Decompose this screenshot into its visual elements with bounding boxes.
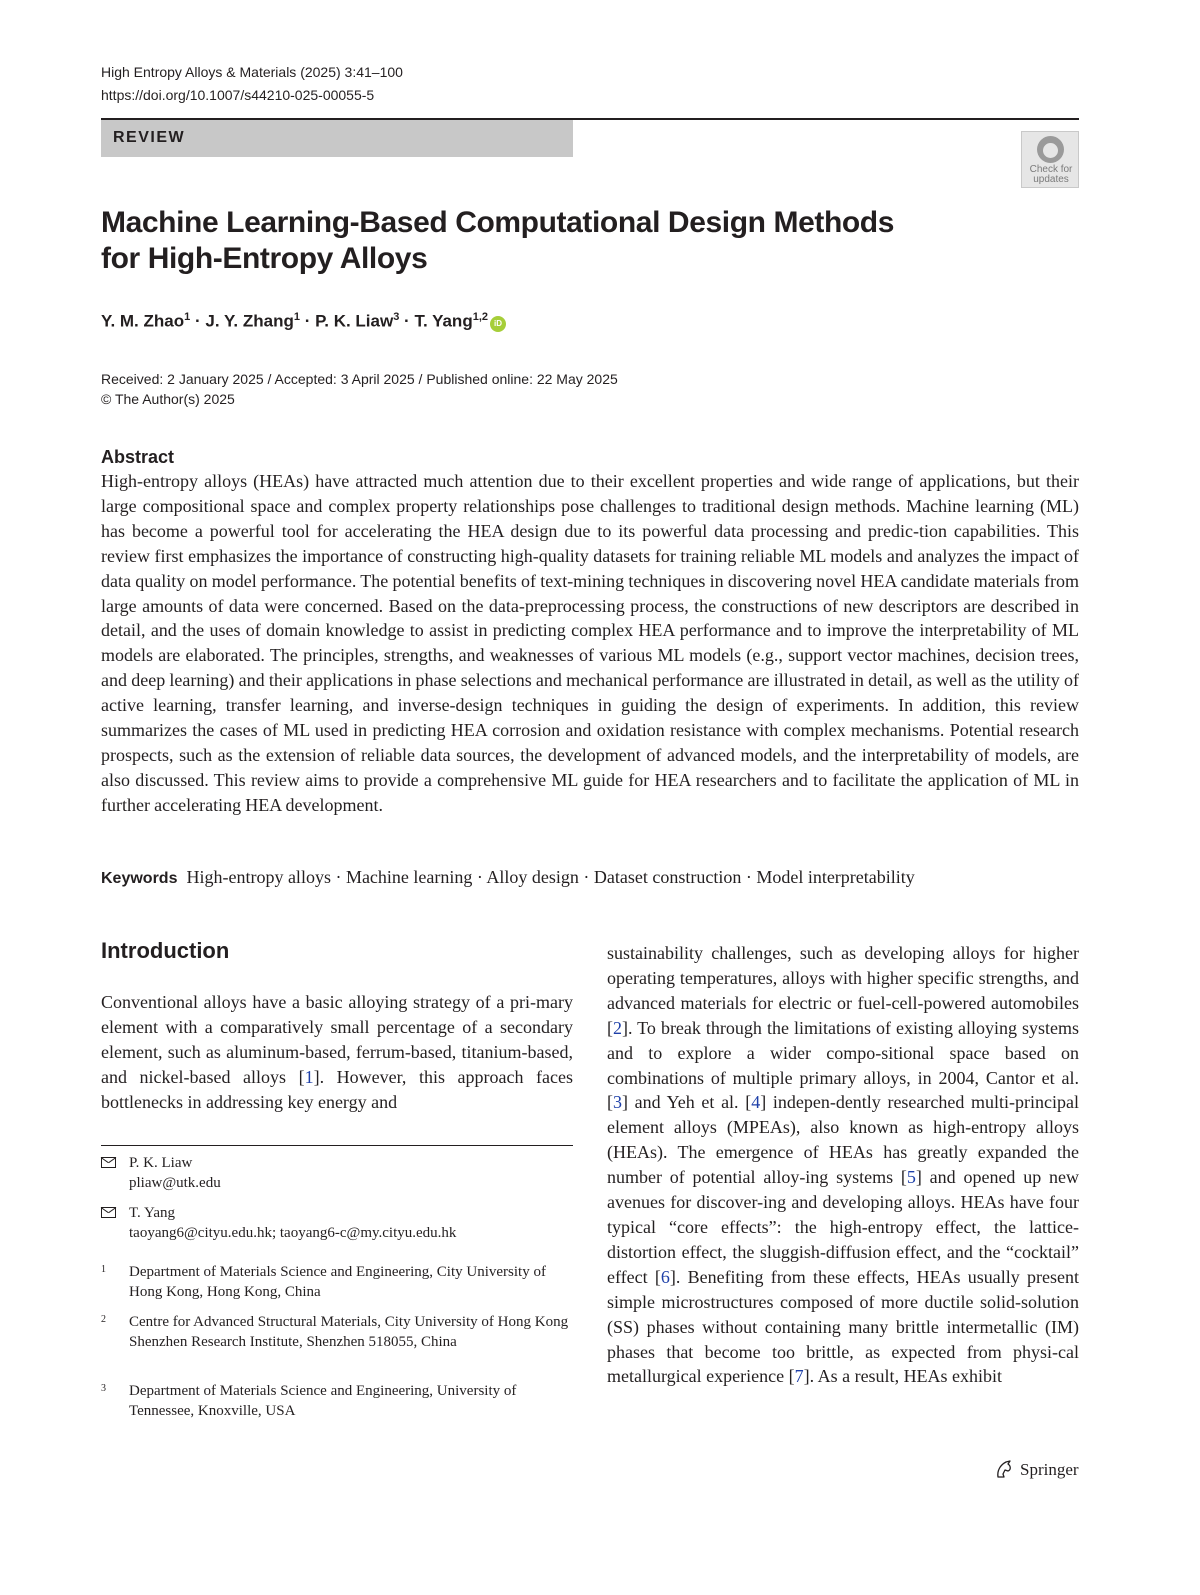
body-text: ]. Benefiting from these effects, HEAs usually present simple microstructures composed of more ductile solid-solution (SS) phases without containing many brittle intermetallic (IM) phases that become too brittle, as expected from physi-cal metallurgical experience [ (607, 1266, 1079, 1387)
body-text: ] and opened up new avenues for discover-ing and developing alloys. HEAs have four typical “core effects”: the high-entropy effect, the lattice-distortion effect, the sluggish-diffusion effect, and the “cocktail” effect [ (607, 1167, 1079, 1287)
author-affiliation-mark: 1,2 (472, 311, 488, 323)
affiliation-number: 3 (101, 1383, 106, 1394)
publisher-logo (994, 1459, 1079, 1480)
author-name: Y. M. Zhao (101, 311, 185, 331)
body-text: ]. However, this approach faces bottlenecks in addressing key energy and (101, 1066, 574, 1112)
corresponding-author-contact (101, 1154, 573, 1193)
footnote-rule (101, 1145, 573, 1146)
check-for-updates-text (1022, 165, 1080, 185)
badge-line-1: Check for (1029, 164, 1073, 175)
author-affiliation-mark: 3 (393, 311, 400, 323)
keywords-label: Keywords (101, 870, 178, 887)
citation-link[interactable]: 7 (794, 1366, 804, 1387)
paper-title (101, 205, 1001, 277)
check-for-updates-badge[interactable] (1021, 131, 1079, 188)
affiliation-text: Centre for Advanced Structural Materials, City University of Hong Kong Shenzhen Research Institute, Shenzhen 518055, China (129, 1314, 569, 1350)
article-type-label: REVIEW (113, 129, 186, 146)
contact-name: P. K. Liaw (129, 1155, 193, 1171)
author-separator: · (299, 311, 316, 331)
publication-dates: Received: 2 January 2025 / Accepted: 3 April 2025 / Published online: 22 May 2025 (101, 371, 618, 387)
contact-name: T. Yang (129, 1205, 175, 1221)
keywords (101, 867, 915, 888)
author-separator: · (399, 311, 415, 331)
body-text: ] indepen-dently researched multi-principal element alloys (MPEAs), also known as high-entropy alloys (HEAs). The emergence of HEAs has greatly expanded the number of potential alloy-ing systems [ (607, 1092, 1080, 1188)
abstract-text: High-entropy alloys (HEAs) have attracted much attention due to their excellent properties and wide range of applications, but their large compositional space and complex property relationships pose challenges to traditional design methods. Machine learning (ML) has become a powerful tool for accelerating the HEA design due to its powerful data processing and predic-tion capabilities. This review first emphasizes the importance of constructing high-quality datasets for training reliable ML models and analyzes the impact of data quality on model performance. The potential benefits of text-mining techniques in discovering novel HEA candidate materials from large amounts of data were concerned. Based on the data-preprocessing process, the constructions of new descriptors are described in detail, and the uses of domain knowledge to assist in predicting complex HEA performance and to improve the interpretability of ML models are elaborated. The principles, strengths, and weaknesses of various ML models (e.g., support vector machines, decision trees, and deep learning) and their applications in phase selections and mechanical performance are illustrated in detail, as well as the utility of active learning, transfer learning, and inverse-design techniques in guiding the design of experiments. In addition, this review summarizes the cases of ML used in predicting HEA corrosion and oxidation resistance with complex mechanisms. Potential research prospects, such as the extension of reliable data sources, the development of advanced models, and the interpretability of models, are also discussed. This review aims to provide a comprehensive ML guide for HEA researchers and to facilitate the application of ML in further accelerating HEA development. (101, 471, 1079, 815)
affiliation-text: Department of Materials Science and Engineering, City University of Hong Kong, Hong Kong, China (129, 1264, 546, 1300)
publisher-name: Springer (1020, 1460, 1079, 1479)
affiliation-number: 2 (101, 1314, 106, 1325)
doi-link[interactable]: https://doi.org/10.1007/s44210-025-00055-5 (101, 87, 375, 103)
abstract-heading: Abstract (101, 447, 175, 467)
contact-email[interactable]: pliaw@utk.edu (129, 1174, 221, 1191)
affiliation (101, 1313, 573, 1352)
author-list (101, 311, 506, 332)
copyright: © The Author(s) 2025 (101, 391, 235, 407)
author-name: P. K. Liaw (315, 311, 394, 331)
citation-link[interactable]: 4 (751, 1092, 761, 1113)
crossmark-icon (1037, 136, 1064, 163)
body-text: ] and Yeh et al. [ (622, 1092, 752, 1113)
author-affiliation-mark: 1 (184, 311, 191, 323)
author-name: T. Yang (414, 311, 473, 331)
keywords-list: High-entropy alloys · Machine learning · Alloy design · Dataset construction · Model interpretability (186, 867, 915, 887)
author-name: J. Y. Zhang (205, 311, 294, 331)
body-text: ]. To break through the limitations of existing alloying systems and to explore a wider compo-sitional space based on combinations of multiple primary alloys, in 2004, Cantor et al. [ (607, 1017, 1079, 1113)
badge-line-2: updates (1033, 174, 1069, 185)
body-text: ]. As a result, HEAs exhibit (803, 1366, 1003, 1387)
affiliation (101, 1263, 573, 1302)
introduction-right-column (607, 941, 1079, 1389)
author-separator: · (190, 311, 206, 331)
contact-email[interactable]: taoyang6@cityu.edu.hk; taoyang6-c@my.cityu.edu.hk (129, 1224, 457, 1241)
introduction-left-column (101, 990, 573, 1115)
paper-title-line-2: for High-Entropy Alloys (101, 242, 428, 275)
affiliation-text: Department of Materials Science and Engineering, University of Tennessee, Knoxville, USA (129, 1383, 517, 1419)
body-text: Conventional alloys have a basic alloying strategy of a pri-mary element with a comparatively small percentage of a secondary element, such as aluminum-based, ferrum-based, titanium-based, and nickel-based alloys [ (101, 992, 573, 1087)
introduction-heading: Introduction (101, 938, 230, 963)
citation-link[interactable]: 6 (660, 1266, 670, 1287)
envelope-icon (101, 1154, 121, 1175)
corresponding-author-contact (101, 1204, 573, 1243)
body-text: sustainability challenges, such as developing alloys for higher operating temperatures, alloys with higher specific strengths, and advanced materials for electric or fuel-cell-powered automobiles [ (607, 943, 1079, 1038)
affiliation (101, 1382, 573, 1421)
citation-link[interactable]: 3 (613, 1092, 622, 1113)
author-affiliation-mark: 1 (293, 311, 300, 323)
orcid-icon[interactable]: iD (490, 316, 506, 332)
citation-link[interactable]: 1 (304, 1066, 314, 1087)
article-type-band (101, 120, 573, 157)
citation-link[interactable]: 5 (906, 1167, 916, 1188)
envelope-icon (101, 1204, 121, 1225)
springer-horse-icon (994, 1459, 1014, 1479)
affiliation-number: 1 (101, 1264, 106, 1275)
citation-link[interactable]: 2 (613, 1017, 622, 1038)
journal-citation: High Entropy Alloys & Materials (2025) 3:41–100 (101, 64, 403, 80)
paper-title-line-1: Machine Learning-Based Computational Design Methods (101, 206, 895, 239)
